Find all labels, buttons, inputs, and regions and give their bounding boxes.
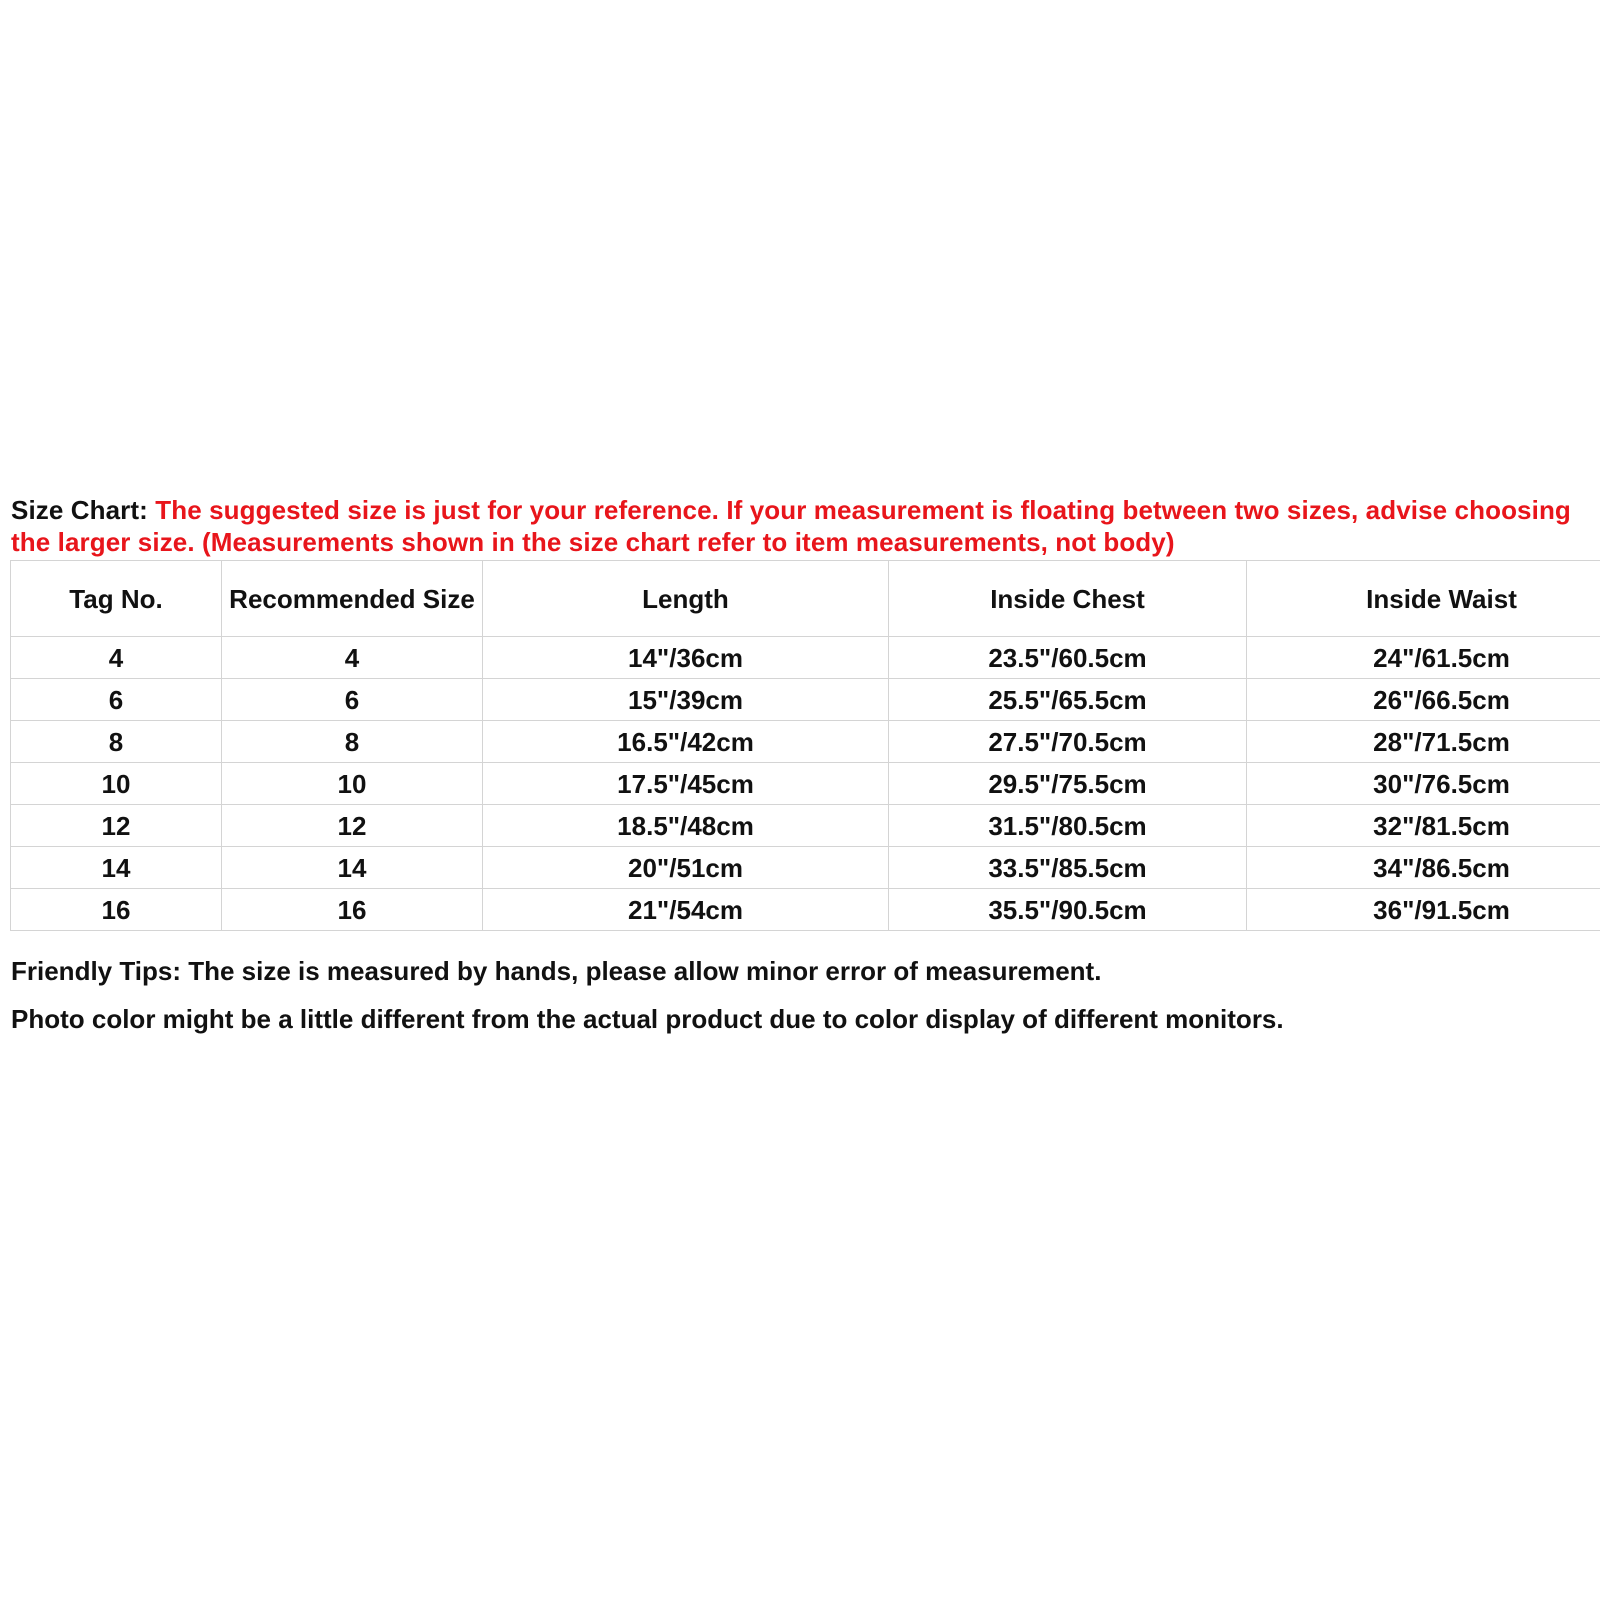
cell-inside-waist [1247,889,1600,931]
cell-inside-waist [1247,637,1600,679]
table-row [11,637,1600,679]
cell-inside-waist [1247,805,1600,847]
cell-inside-chest: 23.5"/60.5cm [889,637,1247,679]
table-row [11,763,1600,805]
header-inside-chest: Inside Chest [889,561,1247,637]
table-header-row [11,561,1600,637]
size-chart-label: Size Chart: [11,495,156,525]
cell-inside-chest: 35.5"/90.5cm [889,889,1247,931]
cell-length: 15"/39cm [483,679,889,721]
cell-recommended-size: 4 [222,637,483,679]
cell-inside-waist-value: 28"/71.5cm [1373,726,1510,757]
cell-recommended-size: 6 [222,679,483,721]
cell-length: 18.5"/48cm [483,805,889,847]
size-table [10,560,1600,931]
table-row [11,889,1600,931]
cell-inside-waist [1247,847,1600,889]
cell-inside-chest: 31.5"/80.5cm [889,805,1247,847]
cell-inside-waist-value: 36"/91.5cm [1373,894,1510,925]
cell-recommended-size: 16 [222,889,483,931]
header-length: Length [483,561,889,637]
table-row [11,847,1600,889]
cell-inside-waist-value: 24"/61.5cm [1373,642,1510,673]
cell-inside-waist-value: 30"/76.5cm [1373,768,1510,799]
cell-tag-no: 8 [11,721,222,763]
cell-recommended-size: 12 [222,805,483,847]
table-row [11,679,1600,721]
cell-recommended-size: 10 [222,763,483,805]
cell-inside-chest: 25.5"/65.5cm [889,679,1247,721]
cell-inside-waist [1247,679,1600,721]
cell-length: 17.5"/45cm [483,763,889,805]
cell-inside-chest: 33.5"/85.5cm [889,847,1247,889]
cell-inside-waist [1247,763,1600,805]
header-tag-no: Tag No. [11,561,222,637]
cell-length: 20"/51cm [483,847,889,889]
table-row [11,721,1600,763]
cell-tag-no: 10 [11,763,222,805]
friendly-tips: Friendly Tips: The size is measured by hands, please allow minor error of measurement. [11,956,1102,986]
header-inside-waist-label: Inside Waist [1366,583,1517,614]
cell-length: 21"/54cm [483,889,889,931]
cell-tag-no: 4 [11,637,222,679]
size-chart-intro [11,494,1591,558]
header-inside-waist [1247,561,1600,637]
photo-color-note: Photo color might be a little different from the actual product due to color display of different monitors. [11,1004,1284,1034]
cell-tag-no: 6 [11,679,222,721]
cell-inside-chest: 27.5"/70.5cm [889,721,1247,763]
cell-inside-waist-value: 26"/66.5cm [1373,684,1510,715]
cell-tag-no: 16 [11,889,222,931]
size-chart-note: The suggested size is just for your reference. If your measurement is floating between two sizes, advise choosing the larger size. (Measurements shown in the size chart refer to item measurements, not body) [11,495,1571,557]
cell-inside-waist-value: 32"/81.5cm [1373,810,1510,841]
cell-length: 14"/36cm [483,637,889,679]
header-recommended-size: Recommended Size [222,561,483,637]
cell-recommended-size: 8 [222,721,483,763]
cell-recommended-size: 14 [222,847,483,889]
cell-inside-waist [1247,721,1600,763]
cell-tag-no: 12 [11,805,222,847]
table-row [11,805,1600,847]
cell-inside-waist-value: 34"/86.5cm [1373,852,1510,883]
cell-inside-chest: 29.5"/75.5cm [889,763,1247,805]
cell-length: 16.5"/42cm [483,721,889,763]
cell-tag-no: 14 [11,847,222,889]
